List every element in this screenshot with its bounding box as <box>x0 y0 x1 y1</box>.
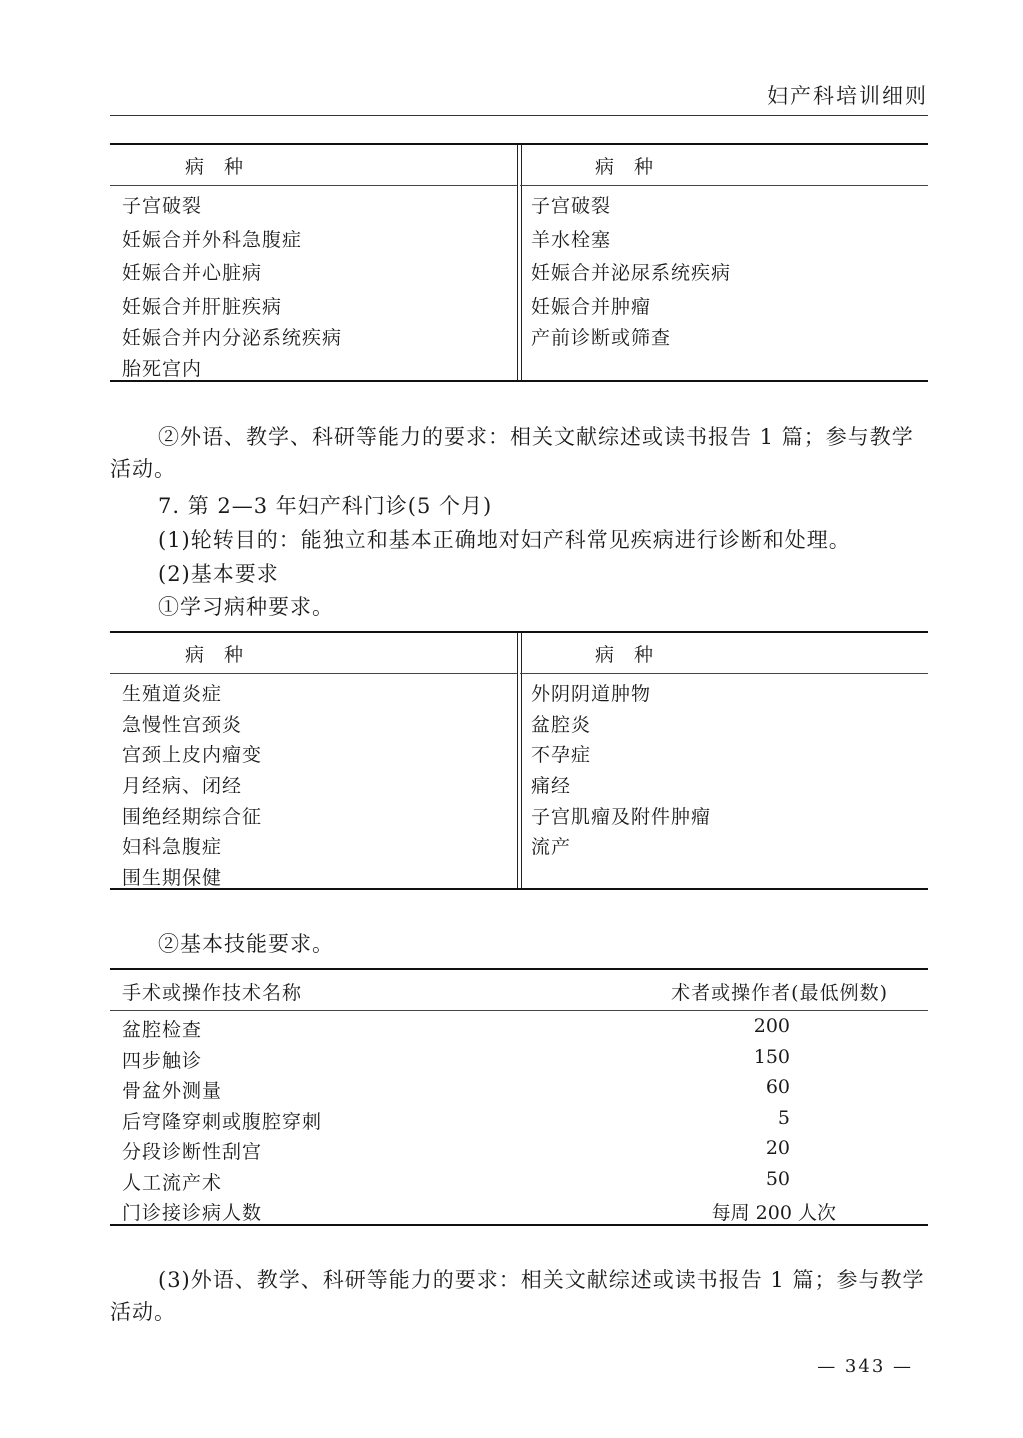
paragraph-line: 活动。 <box>110 1300 176 1324</box>
paragraph-requirements-2 <box>110 1264 928 1328</box>
table-cell: 妊娠合并泌尿系统疾病 <box>531 262 732 284</box>
table-cell: 子宫破裂 <box>531 195 612 217</box>
paragraph-purpose <box>110 524 928 556</box>
table-cell: 妊娠合并外科急腹症 <box>122 229 303 251</box>
min-cases: 50 <box>765 1168 790 1190</box>
min-cases: 每周 200 人次 <box>711 1202 836 1224</box>
paragraph-basic-requirements <box>110 558 928 590</box>
paragraph-line: ②基本技能要求。 <box>158 932 334 956</box>
procedure-name: 骨盆外测量 <box>122 1080 223 1102</box>
table-row <box>110 1168 928 1198</box>
table-header <box>110 145 518 186</box>
table-cell: 妊娠合并内分泌系统疾病 <box>122 327 343 349</box>
header-label: 病种 <box>595 644 674 666</box>
table-cell: 子宫肌瘤及附件肿瘤 <box>531 806 712 828</box>
paragraph-skill-requirements <box>110 928 928 960</box>
table-cell: 围绝经期综合征 <box>122 806 263 828</box>
paragraph-line: ②外语、教学、科研等能力的要求：相关文献综述或读书报告 1 篇；参与教学 <box>158 425 914 449</box>
procedure-name: 盆腔检查 <box>122 1019 203 1041</box>
table-row <box>110 1076 928 1106</box>
paragraph-line: (1)轮转目的：能独立和基本正确地对妇产科常见疾病进行诊断和处理。 <box>158 528 851 552</box>
paragraph-requirements-1 <box>110 421 928 485</box>
table-cell: 急慢性宫颈炎 <box>122 714 243 736</box>
table-header <box>520 145 928 186</box>
procedure-name: 四步触诊 <box>122 1050 203 1072</box>
table-cell: 胎死宫内 <box>122 358 203 380</box>
min-cases: 5 <box>777 1107 790 1129</box>
table-cell: 外阴阴道肿物 <box>531 683 652 705</box>
table-cell: 妊娠合并心脏病 <box>122 262 263 284</box>
header-rule <box>110 115 928 116</box>
disease-table-2-right <box>520 633 928 888</box>
table-cell: 宫颈上皮内瘤变 <box>122 744 263 766</box>
table-row <box>110 1046 928 1076</box>
table-cell: 羊水栓塞 <box>531 229 612 251</box>
header-min-cases: 术者或操作者(最低例数) <box>671 982 888 1004</box>
table-row <box>110 1107 928 1137</box>
running-head: 妇产科培训细则 <box>767 84 928 108</box>
header-label: 病种 <box>185 156 264 178</box>
table-cell: 妊娠合并肝脏疾病 <box>122 296 283 318</box>
table-cell: 生殖道炎症 <box>122 683 223 705</box>
section-heading <box>110 490 928 522</box>
disease-table-1-left <box>110 145 518 380</box>
paragraph-line: 活动。 <box>110 457 176 481</box>
paragraph-line: (2)基本要求 <box>158 562 279 586</box>
table-cell: 妊娠合并肿瘤 <box>531 296 652 318</box>
disease-table-1-right <box>520 145 928 380</box>
paragraph-line: 7. 第 2—3 年妇产科门诊(5 个月) <box>158 494 493 518</box>
table-cell: 流产 <box>531 836 572 858</box>
disease-table-2-left <box>110 633 518 888</box>
paragraph-line: ①学习病种要求。 <box>158 595 334 619</box>
procedure-name: 人工流产术 <box>122 1172 223 1194</box>
table-header <box>520 633 928 674</box>
table-row <box>110 1198 928 1228</box>
table-cell: 妇科急腹症 <box>122 836 223 858</box>
table-cell: 子宫破裂 <box>122 195 203 217</box>
table-cell: 围生期保健 <box>122 867 223 889</box>
table-row <box>110 1137 928 1167</box>
min-cases: 150 <box>753 1046 790 1068</box>
table-cell: 盆腔炎 <box>531 714 592 736</box>
table-cell: 痛经 <box>531 775 572 797</box>
disease-table-2 <box>110 631 928 890</box>
table-row <box>110 1015 928 1045</box>
table-header <box>110 970 928 1011</box>
header-label: 病种 <box>185 644 264 666</box>
min-cases: 200 <box>753 1015 790 1037</box>
skills-table <box>110 968 928 1226</box>
paragraph-disease-requirements <box>110 591 928 623</box>
procedure-name: 分段诊断性刮宫 <box>122 1141 263 1163</box>
procedure-name: 门诊接诊病人数 <box>122 1202 263 1224</box>
min-cases: 20 <box>765 1137 790 1159</box>
table-cell: 不孕症 <box>531 744 592 766</box>
paragraph-line: (3)外语、教学、科研等能力的要求：相关文献综述或读书报告 1 篇；参与教学 <box>158 1268 925 1292</box>
procedure-name: 后穹隆穿刺或腹腔穿刺 <box>122 1111 323 1133</box>
disease-table-1 <box>110 143 928 382</box>
header-procedure: 手术或操作技术名称 <box>122 982 303 1004</box>
header-label: 病种 <box>595 156 674 178</box>
table-cell: 产前诊断或筛查 <box>531 327 672 349</box>
table-cell: 月经病、闭经 <box>122 775 243 797</box>
table-header <box>110 633 518 674</box>
page-number: — 343 — <box>817 1356 913 1377</box>
min-cases: 60 <box>765 1076 790 1098</box>
